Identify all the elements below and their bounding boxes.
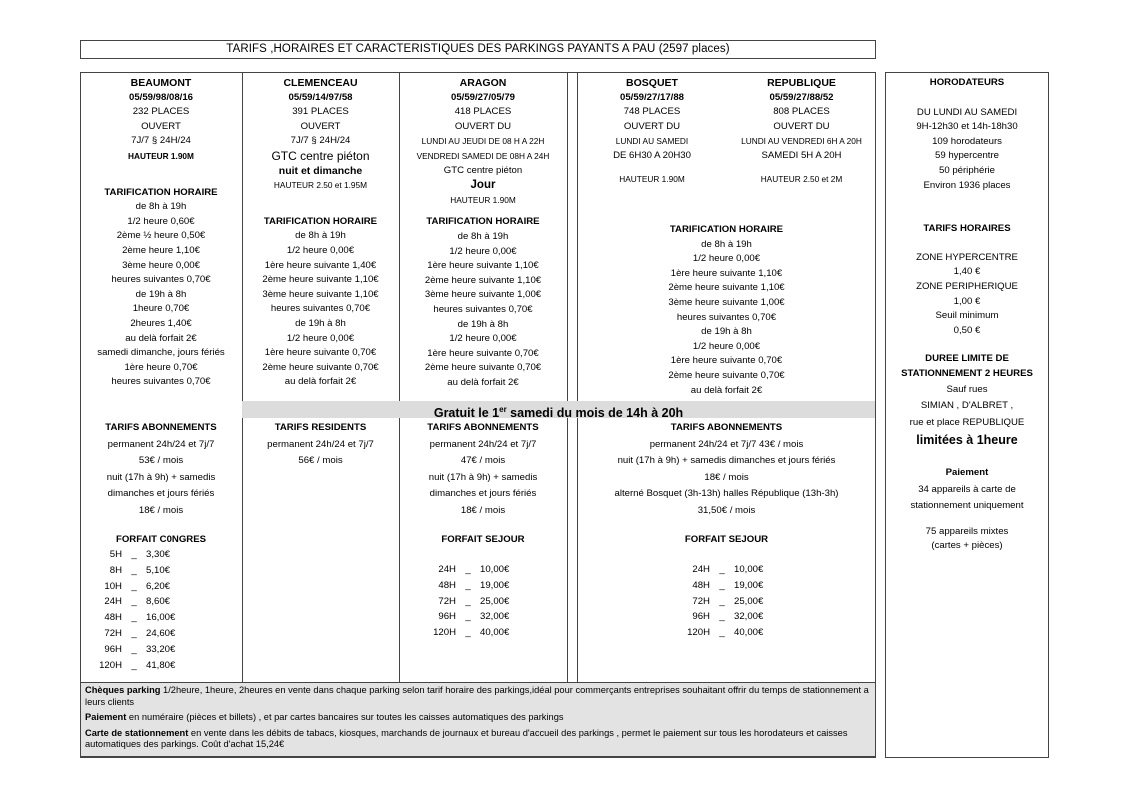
tarif-line: de 8h à 19h	[135, 201, 187, 213]
note-paiement-text: en numéraire (pièces et billets) , et par cartes bancaires sur toutes les caisses automatiques des parkings	[126, 712, 564, 722]
note-carte-text: en vente dans les débits de tabacs, kiosques, marchands de journaux et bureau d'accueil des parkings , permet le paiement sur tous les horodateurs et caisses automatiques des parkings. Coût d'achat 15,24€	[85, 727, 848, 749]
clemenceau-res-title: TARIFS RESIDENTS	[274, 422, 367, 433]
forfait-price: 3,30€	[146, 549, 171, 560]
tarif-line: au delà forfait 2€	[284, 376, 357, 388]
tarif-line: 1ère heure 0,70€	[124, 361, 198, 373]
beaumont-name: BEAUMONT	[130, 77, 192, 89]
forfait-duration: 48H	[692, 579, 710, 591]
bosquet-hours-1: LUNDI AU SAMEDI	[615, 136, 689, 147]
forfait-duration: 96H	[692, 611, 710, 623]
forfait-row: 96H _ 32,00€	[672, 609, 763, 625]
divider-3b	[567, 418, 568, 682]
forfait-price: 25,00€	[480, 595, 510, 607]
tarif-line: 2ème ½ heure 0,50€	[116, 230, 206, 242]
abo-line: dimanches et jours fériés	[429, 488, 537, 499]
tarif-line: de 19h à 8h	[295, 317, 346, 329]
note-paiement-label: Paiement	[85, 712, 127, 722]
aragon-hours-2: VENDREDI SAMEDI DE 08H A 24H	[416, 150, 550, 161]
forfait-price: 33,20€	[146, 643, 176, 655]
bosrep-forfait-list	[672, 562, 763, 641]
note-cheques-text: 1/2heure, 1heure, 2heures en vente dans chaque parking selon tarif horaire des parkings,idéal pour commerçants entreprises souhaitant offrir du temps de stationnement a leurs clients	[85, 685, 869, 707]
res-line: 56€ / mois	[298, 455, 343, 466]
tarif-line: 1/2 heure 0,00€	[449, 245, 517, 257]
forfait-price: 32,00€	[734, 611, 764, 623]
note-cheques-label: Chèques parking	[85, 685, 161, 695]
forfait-row: 120H _ 40,00€	[418, 625, 509, 641]
tarif-line: de 8h à 19h	[295, 230, 346, 242]
tarif-line: 2heures 1,40€	[130, 317, 192, 329]
beaumont-abo-title: TARIFS ABONNEMENTS	[105, 422, 217, 433]
tarif-line: au delà forfait 2€	[690, 384, 763, 396]
tarif-line: 3ème heure suivante 1,10€	[262, 288, 379, 300]
horodateurs-mix-line: (cartes + pièces)	[931, 540, 1003, 552]
footer-notes	[80, 682, 876, 757]
horodateurs-tarif-line: 1,00 €	[953, 295, 981, 307]
horodateurs-pay-line: stationnement uniquement	[910, 500, 1024, 511]
tarif-line: 1ère heure suivante 1,10€	[670, 267, 783, 279]
bosrep-tarif	[577, 223, 876, 398]
clemenceau-places: 391 PLACES	[292, 106, 349, 118]
beaumont-lower	[80, 420, 242, 548]
aragon-abo-title: TARIFS ABONNEMENTS	[427, 422, 539, 433]
tarif-line: 2ème heure 1,10€	[122, 244, 200, 256]
tarif-line: de 8h à 19h	[457, 230, 509, 242]
note-paiement	[85, 712, 871, 724]
tarif-line: 3ème heure 0,00€	[122, 259, 200, 271]
abo-line: nuit (17h à 9h) + samedis dimanches et jours fériés	[617, 455, 836, 466]
horodateurs-tarif-line: Seuil minimum	[935, 310, 999, 322]
aragon-forfait-title: FORFAIT SEJOUR	[441, 534, 525, 545]
beaumont-forfait-list	[84, 547, 175, 673]
bosquet-places: 748 PLACES	[623, 106, 681, 118]
republique-name: REPUBLIQUE	[767, 77, 836, 89]
forfait-price: 41,80€	[146, 659, 176, 671]
aragon-forfait-list	[418, 562, 509, 641]
bosquet-hours-2: DE 6H30 A 20H30	[613, 149, 691, 161]
bosrep-forfait-title: FORFAIT SEJOUR	[684, 534, 769, 545]
clemenceau-gtc: GTC centre piéton	[271, 148, 370, 163]
beaumont-hours: 7J/7 § 24H/24	[131, 135, 191, 147]
aragon-status: OUVERT DU	[454, 120, 512, 132]
forfait-duration: 72H	[692, 595, 710, 607]
horodateurs-line: 9H-12h30 et 14h-18h30	[916, 121, 1018, 133]
note-carte-label: Carte de stationnement	[85, 727, 189, 738]
beaumont-forfait-title: FORFAIT C0NGRES	[115, 534, 207, 545]
forfait-price: 32,00€	[480, 611, 510, 623]
abo-line: alterné Bosquet (3h-13h) halles République (13h-3h)	[614, 488, 839, 499]
republique-height: HAUTEUR 2.50 et 2M	[760, 173, 843, 184]
abo-line: nuit (17h à 9h) + samedis	[428, 471, 538, 483]
bosrep-tarif-title: TARIFICATION HORAIRE	[669, 224, 784, 235]
forfait-duration: 120H	[433, 627, 456, 639]
bosquet-name: BOSQUET	[626, 77, 678, 89]
forfait-duration: 72H	[438, 595, 456, 607]
banner-text-post: samedi du mois de 14h à 20h	[506, 406, 684, 421]
republique-hours-1: LUNDI AU VENDREDI 6H A 20H	[741, 136, 862, 147]
tarif-line: de 8h à 19h	[701, 238, 752, 250]
aragon-column	[399, 76, 567, 390]
clemenceau-lower	[242, 420, 399, 470]
forfait-price: 40,00€	[480, 627, 510, 639]
beaumont-column	[80, 76, 242, 390]
forfait-price: 25,00€	[734, 595, 764, 607]
beaumont-tarif-lines	[80, 200, 242, 390]
forfait-duration: 72H	[104, 627, 122, 639]
forfait-row: 24H _ 10,00€	[418, 562, 509, 578]
forfait-price: 40,00€	[734, 627, 764, 639]
clemenceau-name: CLEMENCEAU	[283, 77, 358, 89]
forfait-price: 10,00€	[734, 564, 764, 575]
abo-line: permanent 24h/24 et 7j/7 43€ / mois	[649, 438, 804, 450]
abo-line: permanent 24h/24 et 7j/7	[107, 438, 215, 450]
tarif-line: 2ème heure suivante 1,10€	[424, 274, 542, 286]
aragon-tarif-title: TARIFICATION HORAIRE	[426, 216, 540, 228]
aragon-lower	[399, 420, 567, 548]
aragon-name: ARAGON	[459, 77, 507, 89]
forfait-price: 16,00€	[146, 612, 176, 624]
abo-line: permanent 24h/24 et 7j/7	[429, 438, 537, 450]
abo-line: 18€ / mois	[138, 504, 184, 516]
tarif-line: 2ème heure suivante 0,70€	[262, 361, 379, 373]
forfait-row: 48H _ 19,00€	[418, 578, 509, 594]
tarif-line: 1/2 heure 0,00€	[286, 332, 355, 344]
tarif-line: de 19h à 8h	[457, 318, 509, 330]
note-cheques	[85, 685, 871, 708]
tarif-line: 3ème heure suivante 1,00€	[424, 289, 542, 301]
abo-line: 31,50€ / mois	[697, 504, 756, 516]
forfait-duration: 96H	[438, 611, 456, 623]
abo-line: 18€ / mois	[460, 504, 506, 516]
horodateurs-duree-2: STATIONNEMENT 2 HEURES	[901, 367, 1033, 379]
horodateurs-pay-line: 34 appareils à carte de	[918, 483, 1016, 495]
forfait-price: 10,00€	[480, 564, 510, 575]
banner-text-pre: Gratuit le 1	[433, 406, 500, 421]
horodateurs-column	[885, 76, 1049, 554]
abo-line: nuit (17h à 9h) + samedis	[106, 471, 216, 483]
horodateurs-tarif-line: 1,40 €	[953, 266, 981, 278]
forfait-row: 8H _ 5,10€	[84, 563, 175, 579]
aragon-jour: Jour	[470, 179, 496, 192]
clemenceau-height: HAUTEUR 2.50 et 1.95M	[273, 180, 368, 191]
beaumont-places: 232 PLACES	[132, 106, 190, 118]
horodateurs-sauf-line: SIMIAN , D'ALBRET ,	[920, 400, 1014, 411]
clemenceau-tarif-title: TARIFICATION HORAIRE	[263, 215, 378, 227]
tarif-line: 2ème heure suivante 0,70€	[424, 362, 542, 374]
horodateurs-line: 59 hypercentre	[935, 150, 999, 162]
forfait-duration: 24H	[692, 564, 710, 575]
clemenceau-column	[242, 76, 399, 390]
horodateurs-tarif-line: ZONE HYPERCENTRE	[916, 251, 1018, 263]
forfait-duration: 48H	[104, 612, 122, 624]
tarif-line: 1/2 heure 0,00€	[692, 253, 761, 265]
horodateurs-tarif-line: 0,50 €	[953, 324, 981, 336]
tarif-line: heures suivantes 0,70€	[433, 303, 533, 315]
tarif-line: heures suivantes 0,70€	[270, 303, 371, 315]
republique-status: OUVERT DU	[773, 120, 830, 132]
beaumont-height: HAUTEUR 1.90M	[128, 150, 194, 161]
tarif-line: samedi dimanche, jours fériés	[97, 347, 225, 359]
res-line: permanent 24h/24 et 7j/7	[267, 438, 374, 450]
forfait-duration: 5H	[109, 549, 122, 560]
republique-places: 808 PLACES	[773, 106, 830, 118]
horodateurs-duree-1: DUREE LIMITE DE	[925, 353, 1009, 365]
forfait-row: 72H _ 25,00€	[672, 594, 763, 610]
forfait-duration: 10H	[104, 580, 122, 592]
bosrep-abo-title: TARIFS ABONNEMENTS	[670, 422, 783, 433]
forfait-price: 8,60€	[146, 596, 171, 608]
abo-line: 53€ / mois	[138, 455, 184, 466]
forfait-row: 48H _ 16,00€	[84, 610, 175, 626]
free-saturday-banner	[242, 401, 875, 421]
forfait-row: 96H _ 33,20€	[84, 642, 175, 658]
horodateurs-title: HORODATEURS	[929, 77, 1005, 88]
forfait-row: 120H _ 41,80€	[84, 658, 175, 674]
horodateurs-tarif-title: TARIFS HORAIRES	[923, 223, 1011, 235]
forfait-price: 19,00€	[734, 579, 764, 591]
aragon-phone: 05/59/27/05/79	[450, 91, 516, 103]
forfait-duration: 48H	[438, 579, 456, 591]
horodateurs-sauf-line: rue et place REPUBLIQUE	[909, 416, 1025, 428]
republique-column	[727, 76, 876, 186]
tarif-line: heures suivantes 0,70€	[111, 376, 211, 388]
bosquet-column	[577, 76, 727, 186]
beaumont-phone: 05/59/98/08/16	[128, 91, 194, 103]
bosquet-height: HAUTEUR 1.90M	[619, 173, 685, 184]
bosquet-status: OUVERT DU	[623, 120, 681, 132]
aragon-gtc: GTC centre piéton	[443, 164, 523, 176]
forfait-row: 72H _ 25,00€	[418, 594, 509, 610]
forfait-duration: 120H	[99, 659, 122, 671]
forfait-row: 5H _ 3,30€	[84, 547, 175, 563]
beaumont-tarif-title: TARIFICATION HORAIRE	[104, 186, 218, 198]
tarif-line: au delà forfait 2€	[447, 376, 519, 388]
clemenceau-hours: 7J/7 § 24H/24	[290, 135, 351, 147]
horodateurs-sauf-line: Sauf rues	[946, 383, 988, 395]
clemenceau-phone: 05/59/14/97/58	[288, 91, 353, 103]
tarif-line: 1ère heure suivante 0,70€	[427, 347, 539, 359]
forfait-duration: 24H	[438, 564, 456, 575]
forfait-price: 5,10€	[146, 564, 171, 576]
tarif-line: 2ème heure suivante 1,10€	[262, 274, 379, 286]
tarif-line: de 19h à 8h	[135, 288, 187, 300]
tarif-line: 1ère heure suivante 0,70€	[670, 355, 783, 367]
clemenceau-gtc2: nuit et dimanche	[278, 164, 363, 177]
horodateurs-line: DU LUNDI AU SAMEDI	[916, 106, 1018, 118]
forfait-duration: 96H	[104, 643, 122, 655]
beaumont-status: OUVERT	[141, 120, 181, 132]
horodateurs-tarif-line: ZONE PERIPHERIQUE	[916, 280, 1018, 292]
tarif-line: 1/2 heure 0,00€	[692, 340, 761, 352]
aragon-places: 418 PLACES	[454, 106, 512, 118]
forfait-row: 24H _ 8,60€	[84, 594, 175, 610]
forfait-price: 24,60€	[146, 627, 176, 639]
forfait-duration: 120H	[687, 627, 710, 639]
forfait-duration: 24H	[104, 596, 122, 608]
bosquet-phone: 05/59/27/17/88	[619, 91, 685, 103]
banner-sup: er	[499, 405, 507, 414]
tarif-line: de 19h à 8h	[701, 326, 752, 338]
tarif-line: 1/2 heure 0,00€	[286, 244, 355, 256]
forfait-price: 6,20€	[146, 580, 171, 592]
republique-hours-2: SAMEDI 5H A 20H	[761, 149, 842, 161]
abo-line: dimanches et jours fériés	[107, 488, 215, 499]
forfait-duration: 8H	[109, 564, 122, 576]
horodateurs-line: 50 périphérie	[938, 164, 995, 176]
tarif-line: 3ème heure suivante 1,00€	[668, 296, 785, 308]
forfait-row: 48H _ 19,00€	[672, 578, 763, 594]
horodateurs-line: Environ 1936 places	[923, 179, 1011, 191]
aragon-height: HAUTEUR 1.90M	[450, 194, 516, 205]
tarif-line: 1/2 heure 0,60€	[127, 215, 195, 227]
tarif-line: 1ère heure suivante 1,40€	[264, 259, 377, 271]
forfait-price: 19,00€	[480, 579, 510, 591]
clemenceau-status: OUVERT	[300, 120, 341, 132]
page-title: TARIFS ,HORAIRES ET CARACTERISTIQUES DES PARKINGS PAYANTS A PAU (2597 places)	[80, 40, 876, 59]
note-carte	[85, 728, 871, 751]
forfait-row: 120H _ 40,00€	[672, 625, 763, 641]
bosrep-lower	[577, 420, 876, 548]
forfait-row: 72H _ 24,60€	[84, 626, 175, 642]
tarif-line: 2ème heure suivante 1,10€	[668, 282, 785, 294]
tarif-line: 1ère heure suivante 1,10€	[427, 260, 539, 272]
horodateurs-mix-line: 75 appareils mixtes	[925, 525, 1009, 537]
forfait-row: 24H _ 10,00€	[672, 562, 763, 578]
aragon-hours-1: LUNDI AU JEUDI DE 08 H A 22H	[421, 136, 545, 147]
divider-3	[567, 72, 568, 402]
tarif-line: au delà forfait 2€	[125, 332, 197, 344]
tarif-line: heures suivantes 0,70€	[111, 274, 211, 286]
republique-phone: 05/59/27/88/52	[769, 91, 834, 103]
tarif-line: heures suivantes 0,70€	[676, 311, 777, 323]
tarif-line: 1/2 heure 0,00€	[449, 333, 517, 345]
horodateurs-pay-title: Paiement	[945, 467, 989, 478]
forfait-row: 10H _ 6,20€	[84, 579, 175, 595]
tarif-line: 1heure 0,70€	[132, 303, 190, 315]
abo-line: 18€ / mois	[704, 471, 749, 483]
forfait-row: 96H _ 32,00€	[418, 609, 509, 625]
tarif-line: 2ème heure suivante 0,70€	[668, 369, 785, 381]
tarif-line: 1ère heure suivante 0,70€	[264, 347, 377, 359]
abo-line: 47€ / mois	[460, 455, 506, 466]
horodateurs-limite: limitées à 1heure	[916, 433, 1018, 447]
horodateurs-line: 109 horodateurs	[932, 135, 1002, 147]
